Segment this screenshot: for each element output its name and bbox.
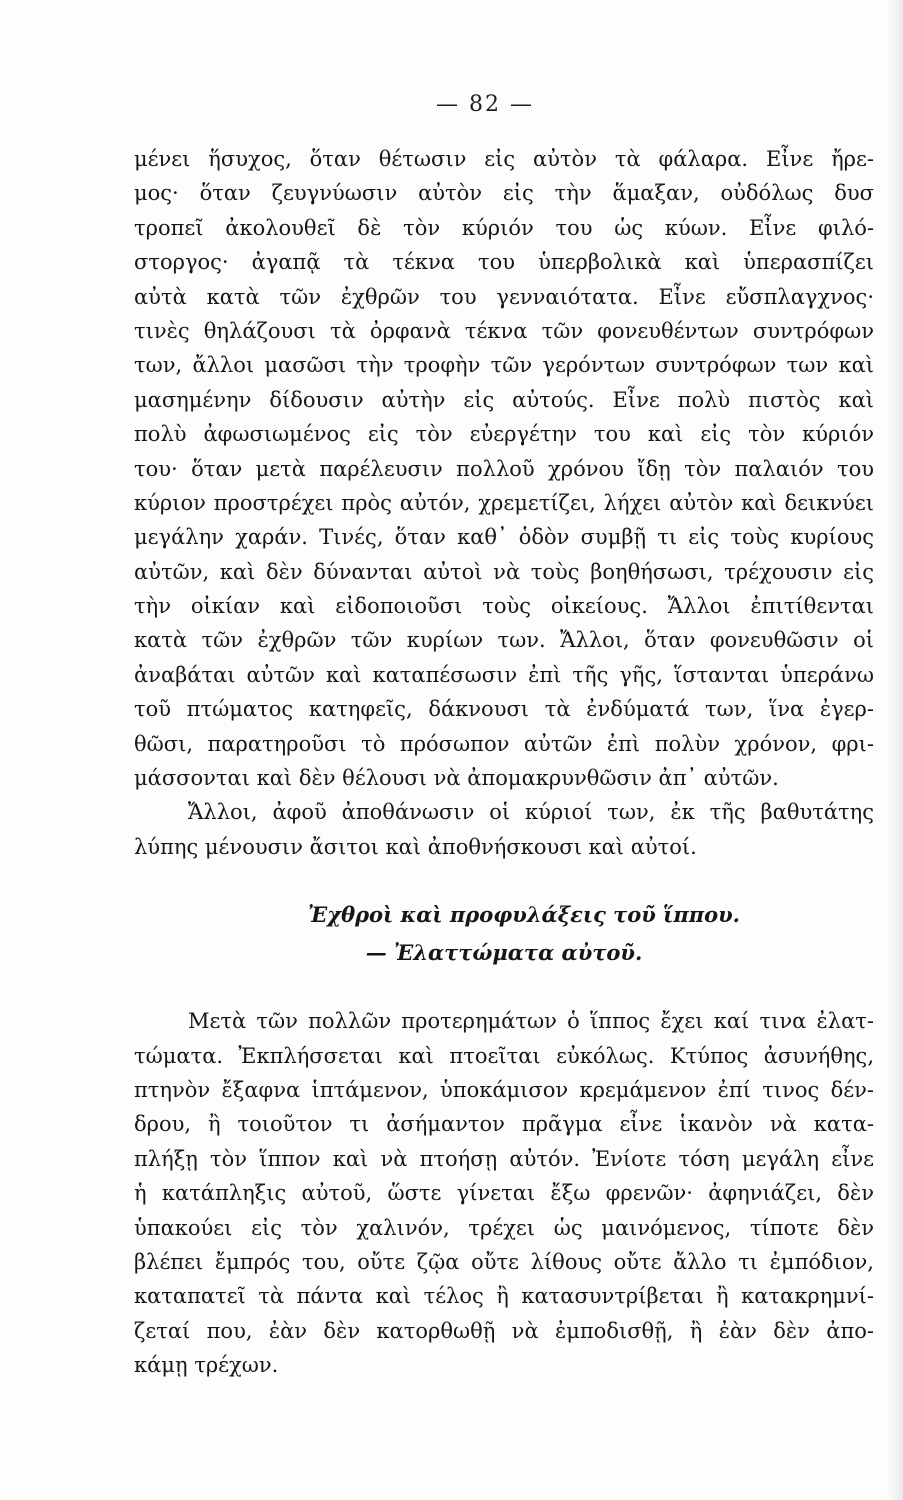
text-line: ἀναβάται αὐτῶν καὶ καταπέσωσιν ἐπὶ τῆς γῆς, ἵστανται ὑπεράνω: [134, 662, 874, 687]
text-line: μάσσονται καὶ δὲν θέλουσι νὰ ἀπομακρυνθῶσιν ἀπ᾽ αὐτῶν.: [134, 766, 779, 791]
text-line: κατὰ τῶν ἐχθρῶν τῶν κυρίων των. Ἄλλοι, ὅταν φονευθῶσιν οἱ: [134, 628, 874, 653]
text-line: μασημένην δίδουσιν αὐτὴν εἰς αὐτούς. Εἶνε πολὺ πιστὸς καὶ: [134, 387, 874, 412]
text-line: αὐτῶν, καὶ δὲν δύνανται αὐτοὶ νὰ τοὺς βοηθήσωσι, τρέχουσιν εἰς: [134, 559, 874, 584]
text-line: καταπατεῖ τὰ πάντα καὶ τέλος ἢ κατασυντρίβεται ἢ κατακρημνί-: [134, 1284, 874, 1309]
text-line: λύπης μένουσιν ἄσιτοι καὶ ἀποθνήσκουσι καὶ αὐτοί.: [134, 834, 697, 859]
text-line: των, ἄλλοι μασῶσι τὴν τροφὴν τῶν γερόντων συντρόφων των καὶ: [134, 353, 874, 378]
text-line: κύριον προστρέχει πρὸς αὐτόν, χρεμετίζει, λήχει αὐτὸν καὶ δεικνύει: [134, 490, 874, 515]
text-line: πολὺ ἀφωσιωμένος εἰς τὸν εὐεργέτην του καὶ εἰς τὸν κύριόν: [134, 422, 874, 447]
text-line: αὐτὰ κατὰ τῶν ἐχθρῶν του γενναιότατα. Εἶνε εὔσπλαγχνος·: [134, 284, 874, 309]
text-line: ὑπακούει εἰς τὸν χαλινόν, τρέχει ὡς μαινόμενος, τίποτε δὲν: [134, 1215, 874, 1240]
text-line: τὴν οἰκίαν καὶ εἰδοποιοῦσι τοὺς οἰκείους. Ἄλλοι ἐπιτίθενται: [134, 594, 874, 619]
text-line: μεγάλην χαράν. Τινές, ὅταν καθ᾽ ὁδὸν συμβῇ τι εἰς τοὺς κυρίους: [134, 525, 874, 550]
paragraph-virtues: [134, 142, 874, 864]
page-edge-shadow: [885, 0, 903, 1500]
text-line: δρου, ἢ τοιοῦτον τι ἀσήμαντον πρᾶγμα εἶνε ἱκανὸν νὰ κατα-: [134, 1112, 874, 1137]
text-line: μένει ἥσυχος, ὅταν θέτωσιν εἰς αὐτὸν τὰ φάλαρα. Εἶνε ἤρε-: [134, 147, 874, 171]
text-line: τοῦ πτώματος κατηφεῖς, δάκνουσι τὰ ἐνδύματά των, ἵνα ἐγερ-: [134, 697, 874, 722]
text-line: βλέπει ἔμπρός του, οὔτε ζῷα οὔτε λίθους οὔτε ἄλλο τι ἐμπόδιον,: [134, 1249, 874, 1274]
text-line: κάμῃ τρέχων.: [134, 1353, 279, 1378]
section-subheading: — Ἐλαττώματα αὐτοῦ.: [365, 940, 643, 966]
text-line: Ἄλλοι, ἀφοῦ ἀποθάνωσιν οἱ κύριοί των, ἐκ τῆς βαθυτάτης: [188, 800, 874, 825]
text-line: θῶσι, παρατηροῦσι τὸ πρόσωπον αὐτῶν ἐπὶ πολὺν χρόνον, φρι-: [134, 731, 874, 756]
text-line: τώματα. Ἐκπλήσσεται καὶ πτοεῖται εὐκόλως. Κτύπος ἀσυνήθης,: [134, 1043, 874, 1068]
text-line: Μετὰ τῶν πολλῶν προτερημάτων ὁ ἵππος ἔχει καί τινα ἐλατ-: [188, 1009, 874, 1034]
paragraph-faults: [134, 1004, 874, 1382]
text-line: στοργος· ἀγαπᾷ τὰ τέκνα του ὑπερβολικὰ καὶ ὑπερασπίζει: [134, 250, 874, 275]
text-line: πτηνὸν ἔξαφνα ἱπτάμενον, ὑποκάμισον κρεμάμενον ἐπί τινος δέν-: [134, 1077, 874, 1102]
text-line: τινὲς θηλάζουσι τὰ ὀρφανὰ τέκνα τῶν φονευθέντων συντρόφων: [134, 318, 874, 343]
text-line: του· ὅταν μετὰ παρέλευσιν πολλοῦ χρόνου ἴδῃ τὸν παλαιόν του: [134, 456, 874, 481]
main-text: [134, 142, 874, 1383]
text-line: τροπεῖ ἀκολουθεῖ δὲ τὸν κύριόν του ὡς κύων. Εἶνε φιλό-: [134, 215, 874, 240]
page-number: — 82 —: [436, 92, 534, 117]
text-line: μος· ὅταν ζευγνύωσιν αὐτὸν εἰς τὴν ἅμαξαν, οὐδόλως δυσ: [134, 181, 874, 206]
text-line: πλήξῃ τὸν ἵππον καὶ νὰ πτοήσῃ αὐτόν. Ἐνίοτε τόση μεγάλη εἶνε: [134, 1146, 874, 1171]
section-heading: Ἐχθροὶ καὶ προφυλάξεις τοῦ ἵππου.: [308, 902, 740, 928]
text-line: ἡ κατάπληξις αὐτοῦ, ὥστε γίνεται ἔξω φρενῶν· ἀφηνιάζει, δὲν: [134, 1181, 874, 1206]
text-line: ζεταί που, ἐὰν δὲν κατορθωθῇ νὰ ἐμποδισθῇ, ἢ ἐὰν δὲν ἀπο-: [134, 1318, 874, 1343]
